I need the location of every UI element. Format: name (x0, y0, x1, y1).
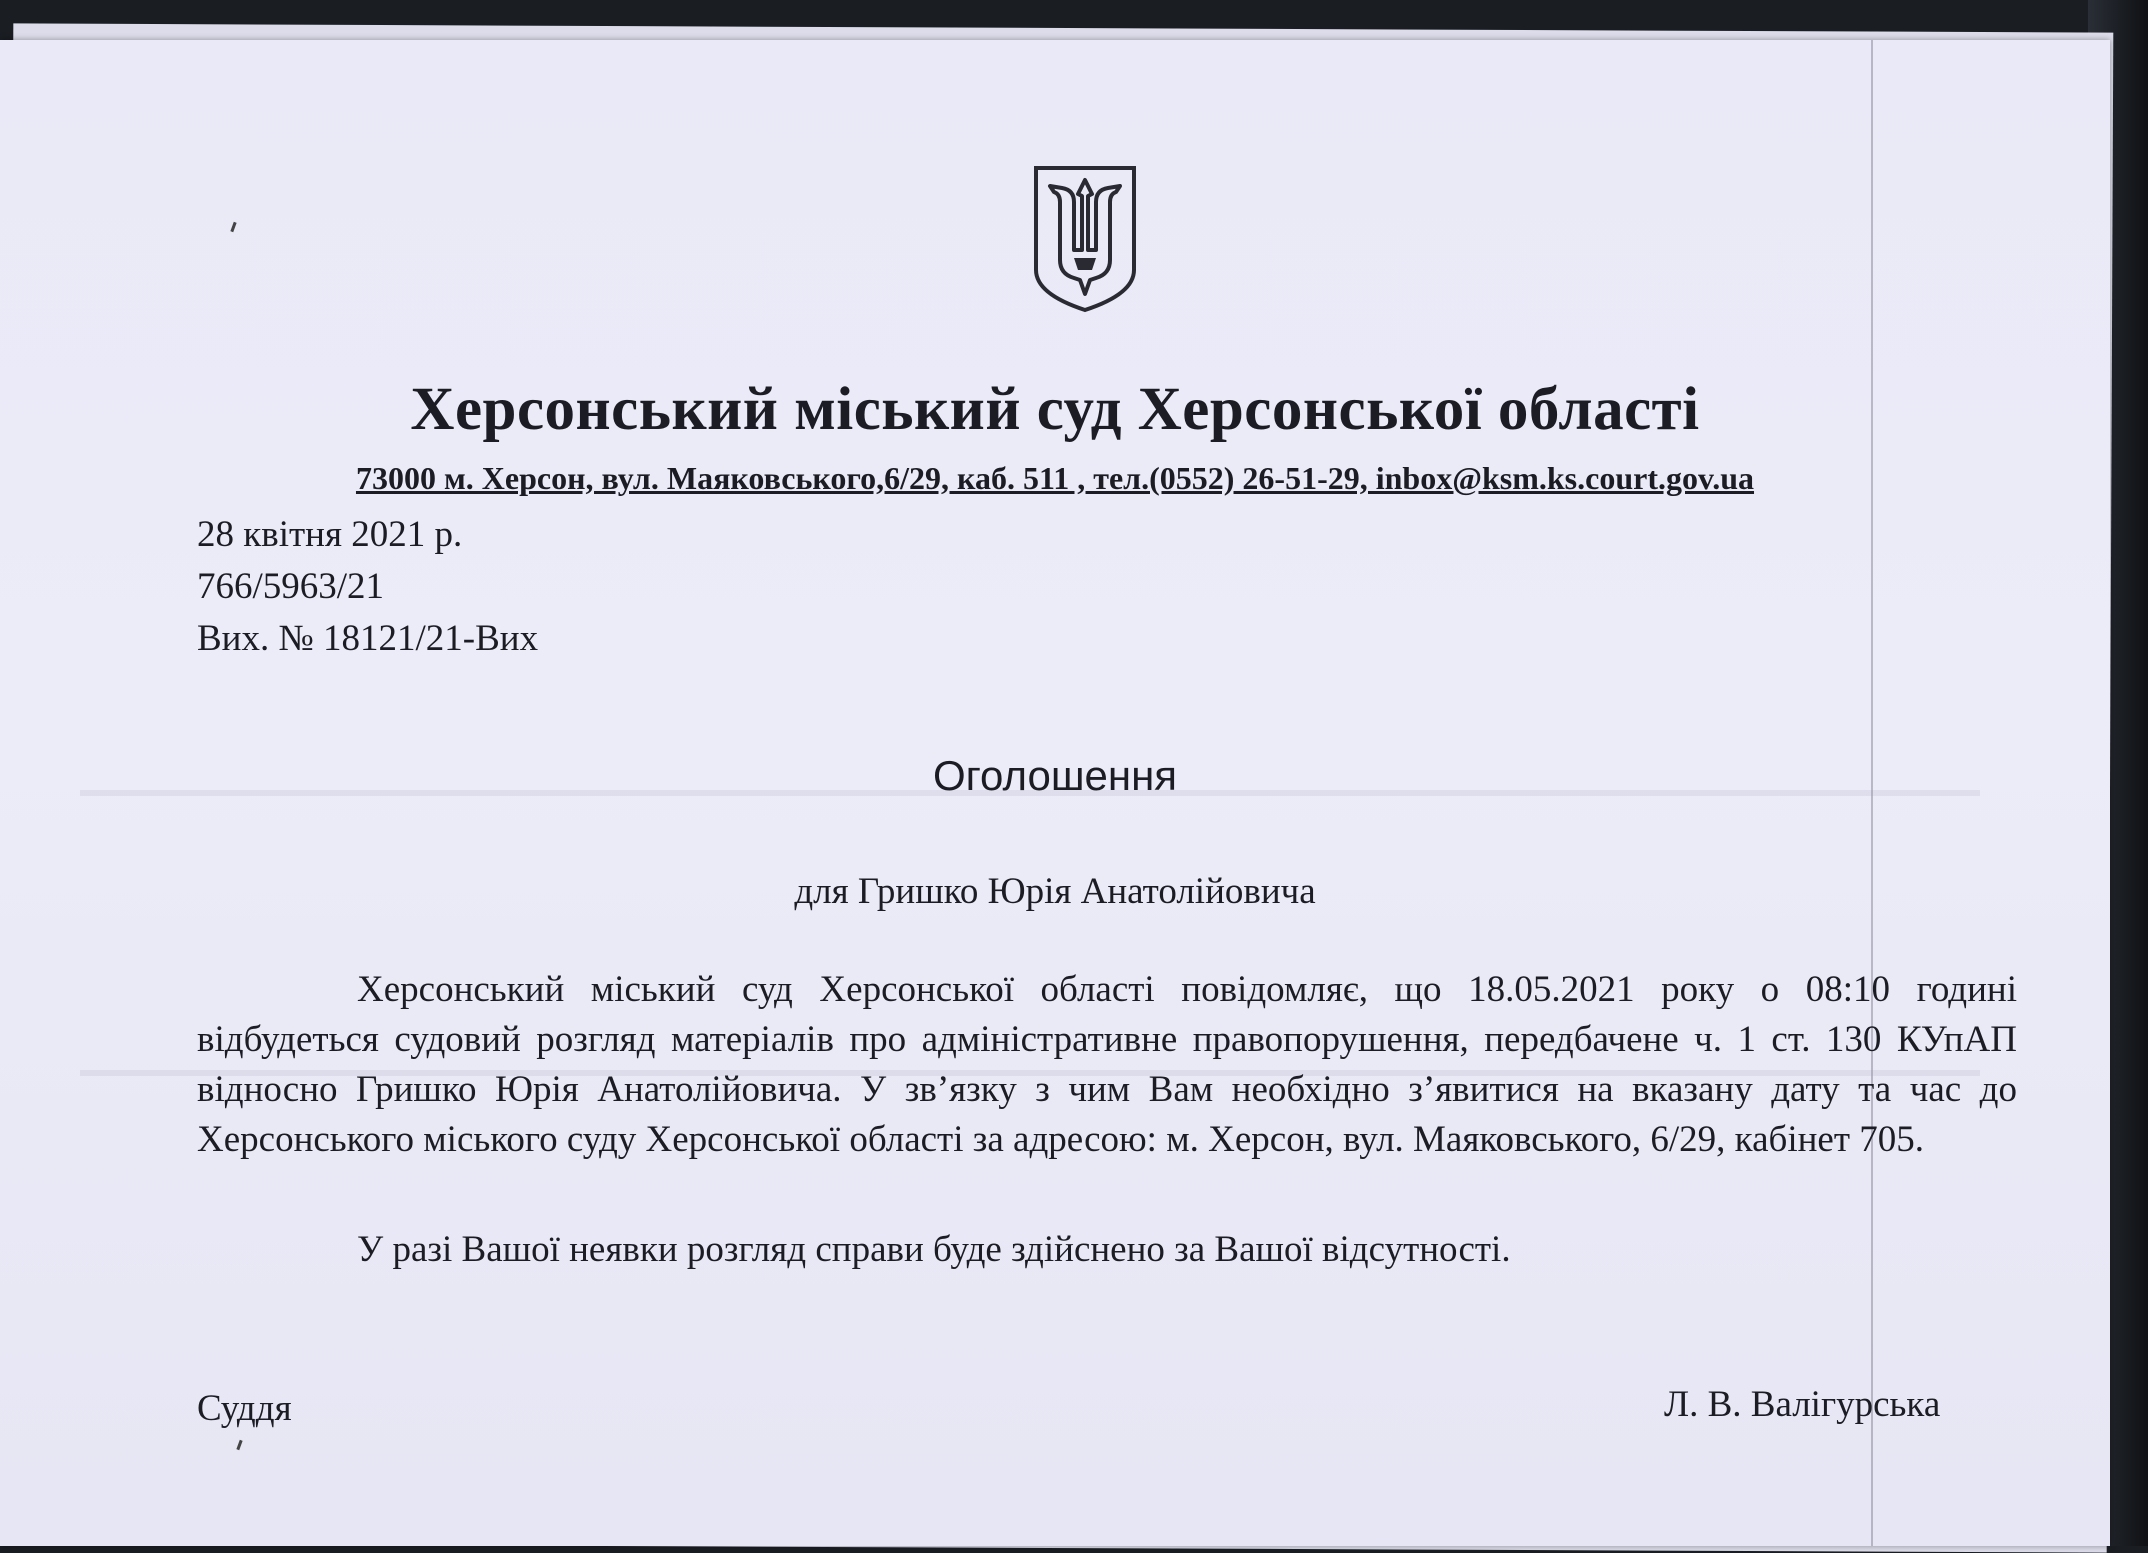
speck-mark (230, 222, 236, 232)
trident-emblem-icon (1030, 162, 1140, 314)
signatory-role: Суддя (197, 1388, 292, 1429)
notice-paragraph-text: Херсонський міський суд Херсонської області повідомляє, що 18.05.2021 року о 08:10 годині відбудеться судовий розгляд матеріалів про адміністративне правопорушення, передбачене ч. 1 ст. 130 КУпАП відносно Гришко Юрія Анатолійовича. У зв’язку з чим Вам необхідно з’явитися на вказану дату та час до Херсонського міського суду Херсонської області за адресою: м. Херсон, вул. Маяковського, 6/29, кабінет 705. (197, 969, 2017, 1160)
notice-addressee: для Гришко Юрія Анатолійовича (794, 871, 1316, 912)
case-number: 766/5963/21 (197, 566, 385, 607)
document-page (0, 40, 2110, 1546)
outgoing-number: Вих. № 18121/21-Вих (197, 618, 539, 659)
document-meta (197, 510, 538, 666)
signatory-name: Л. В. Валігурська (1664, 1384, 1941, 1425)
court-address: 73000 м. Херсон, вул. Маяковського,6/29, каб. 511 , тел.(0552) 26-51-29, inbox@ksm.ks.court.gov.ua (355, 460, 1755, 496)
document-date: 28 квітня 2021 р. (197, 514, 463, 555)
notice-paragraph-consequence: У разі Вашої неявки розгляд справи буде здійснено за Вашої відсутності. (357, 1229, 1511, 1270)
notice-title: Оголошення (932, 752, 1178, 799)
court-name-heading: Херсонський міський суд Херсонської області (410, 376, 1700, 443)
notice-paragraph (197, 965, 2017, 1165)
speck-mark (236, 1440, 242, 1450)
